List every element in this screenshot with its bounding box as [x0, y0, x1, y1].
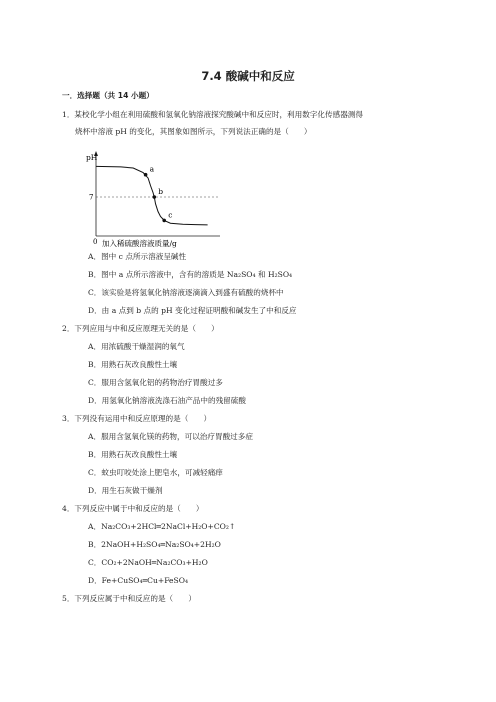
q3-option-d: D．用生石灰做干燥剂 — [88, 486, 163, 495]
q1-option-d: D．由 a 点到 b 点的 pH 变化过程证明酸和碱发生了中和反应 — [88, 306, 297, 315]
q2-option-d: D．用氢氧化钠溶液洗涤石油产品中的残留硫酸 — [88, 396, 246, 405]
q4-stem: 4．下列反应中属于中和反应的是（ ） — [62, 504, 204, 513]
point-label-b: b — [158, 187, 164, 196]
point-label-c: c — [168, 210, 173, 220]
q4-option-c: C．CO₂+2NaOH═Na₂CO₃+H₂O — [88, 558, 208, 567]
point-b — [152, 195, 156, 199]
origin-label: 0 — [93, 238, 98, 246]
q2-stem: 2．下列应用与中和反应原理无关的是（ ） — [62, 324, 219, 333]
x-axis-label: 加入稀硫酸溶液质量/g — [102, 239, 177, 248]
page-title: 7.4 酸碱中和反应 — [201, 69, 295, 83]
point-marks — [144, 165, 173, 222]
q1-option-b: B．图中 a 点所示溶液中，含有的溶质是 Na₂SO₄ 和 H₂SO₄ — [88, 270, 293, 279]
q4-option-d: D．Fe+CuSO₄═Cu+FeSO₄ — [88, 576, 189, 585]
ph-curve — [96, 166, 208, 225]
ph-chart — [86, 150, 226, 250]
q1-option-c: C．该实验是将氢氧化钠溶液逐滴滴入到盛有硫酸的烧杯中 — [88, 288, 284, 297]
q1-stem-line1: 1．某校化学小组在利用硫酸和氢氧化钠溶液探究酸碱中和反应时，利用数字化传感器测得 — [62, 110, 363, 119]
q2-option-a: A．用浓硫酸干燥湿润的氧气 — [88, 342, 185, 351]
q3-option-c: C．蚊虫叮咬处涂上肥皂水，可减轻痛痒 — [88, 468, 223, 477]
y-axis-label: pH — [86, 153, 98, 162]
q3-stem: 3．下列没有运用中和反应原理的是（ ） — [62, 414, 212, 423]
point-a — [144, 173, 148, 177]
q4-option-a: A．Na₂CO₃+2HCl═2NaCl+H₂O+CO₂↑ — [88, 522, 236, 531]
q4-option-b: B．2NaOH+H₂SO₄═Na₂SO₄+2H₂O — [88, 540, 221, 549]
q3-option-b: B．用熟石灰改良酸性土壤 — [88, 450, 178, 459]
q1-option-a: A．图中 c 点所示溶液呈碱性 — [88, 252, 187, 261]
y-tick-7: 7 — [89, 193, 94, 202]
point-label-a: a — [149, 164, 155, 174]
q5-stem: 5．下列反应属于中和反应的是（ ） — [62, 594, 196, 603]
point-c — [162, 219, 166, 223]
q2-option-b: B．用熟石灰改良酸性土壤 — [88, 360, 178, 369]
q3-option-a: A．服用含氢氧化镁的药物，可以治疗胃酸过多症 — [88, 432, 253, 441]
q1-stem-line2: 烧杯中溶液 pH 的变化，其图象如图所示，下列说法正确的是（ ） — [75, 127, 312, 136]
section-heading: 一．选择题（共 14 小题） — [62, 91, 154, 100]
q2-option-c: C．服用含氢氧化铝的药物治疗胃酸过多 — [88, 378, 223, 387]
